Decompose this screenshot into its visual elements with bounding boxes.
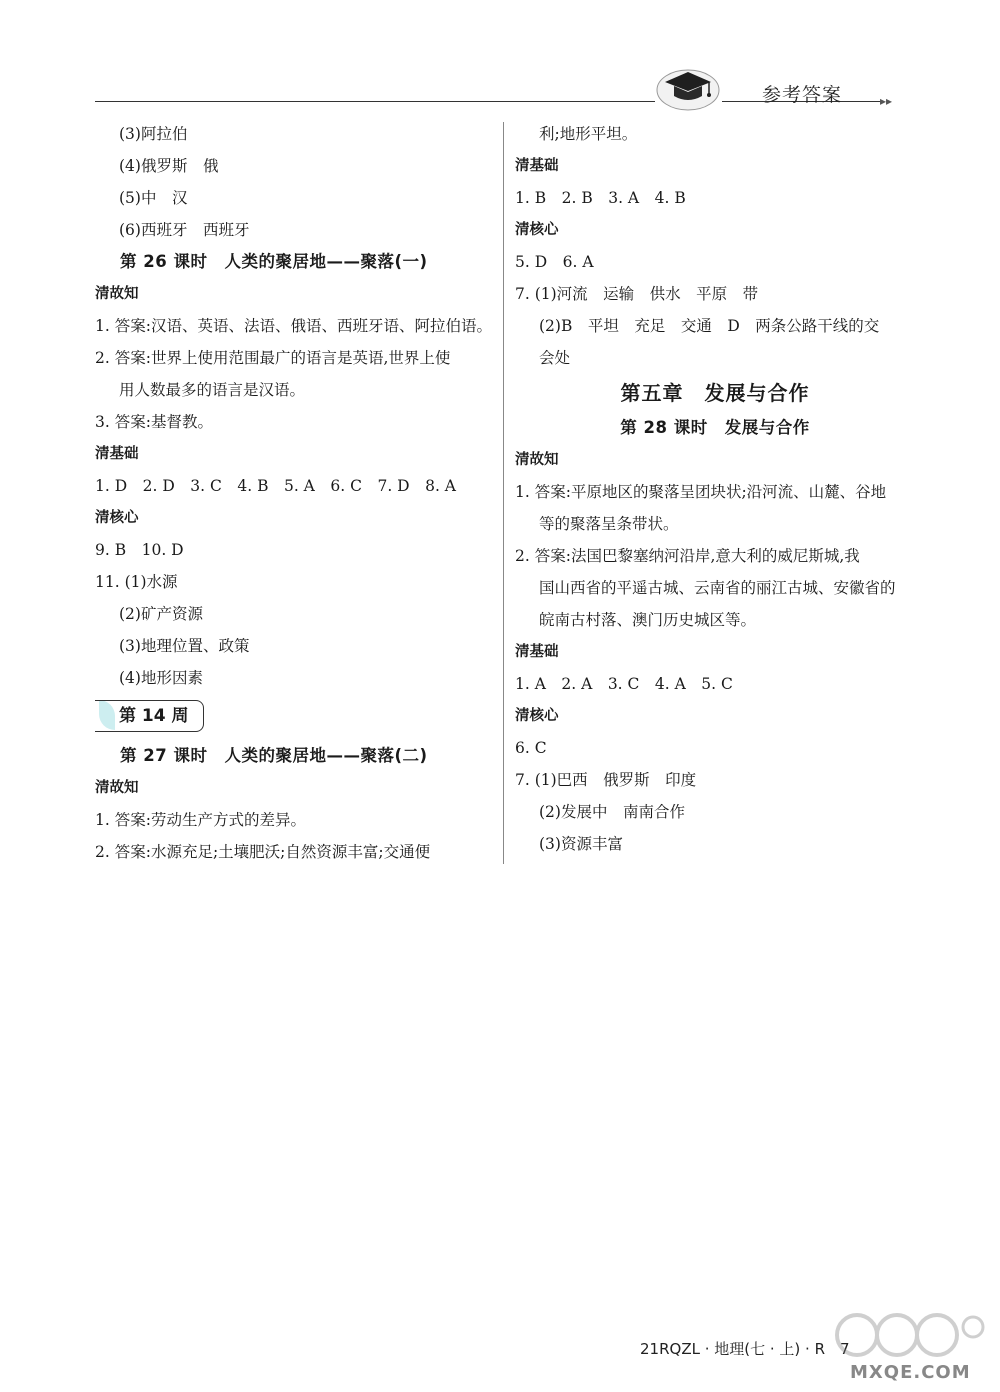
answer-line: 3. 答案:基督教。 [95, 413, 213, 431]
answer-line: (4)地形因素 [119, 669, 203, 687]
answer-line: 等的聚落呈条带状。 [539, 515, 679, 533]
answer-line: (2)矿产资源 [119, 605, 203, 623]
answer-line: 利;地形平坦。 [539, 125, 638, 143]
answer-line: 2. 答案:法国巴黎塞纳河沿岸,意大利的威尼斯城,我 [515, 547, 860, 565]
watermark-text: MXQE.COM [850, 1362, 971, 1383]
lesson-title: 第 28 课时 发展与合作 [620, 418, 810, 437]
answer-line: 2. 答案:世界上使用范围最广的语言是英语,世界上使 [95, 349, 451, 367]
answer-line: (3)地理位置、政策 [119, 637, 250, 655]
answer-line: (5)中 汉 [119, 189, 188, 207]
week-label: 第 14 周 [95, 700, 204, 732]
section-heading: 清故知 [515, 452, 559, 468]
answer-line: 用人数最多的语言是汉语。 [119, 381, 306, 399]
section-heading: 清基础 [515, 158, 559, 174]
chapter-title: 第五章 发展与合作 [620, 381, 810, 405]
answer-line: 皖南古村落、澳门历史城区等。 [539, 611, 757, 629]
answer-line: (4)俄罗斯 俄 [119, 157, 219, 175]
graduation-cap-icon [655, 60, 721, 112]
week-banner [95, 694, 490, 738]
answer-line: 1. D 2. D 3. C 4. B 5. A 6. C 7. D 8. A [95, 477, 457, 495]
answer-line: 会处 [539, 349, 571, 367]
answer-line: (3)资源丰富 [539, 835, 623, 853]
answer-line: 9. B 10. D [95, 541, 184, 559]
answer-line: 1. 答案:汉语、英语、法语、俄语、西班牙语、阿拉伯语。 [95, 317, 492, 335]
section-heading: 清核心 [515, 708, 559, 724]
answer-line: 7. (1)河流 运输 供水 平原 带 [515, 285, 759, 303]
answer-line: 5. D 6. A [515, 253, 594, 271]
answer-line: 1. 答案:平原地区的聚落呈团块状;沿河流、山麓、谷地 [515, 483, 887, 501]
answer-line: 国山西省的平遥古城、云南省的丽江古城、安徽省的 [539, 579, 896, 597]
answer-line: (3)阿拉伯 [119, 125, 188, 143]
answer-line: 2. 答案:水源充足;土壤肥沃;自然资源丰富;交通便 [95, 843, 431, 861]
right-column [515, 118, 915, 860]
header-rule-left [95, 101, 655, 102]
arrow-icon: ▸▸ [880, 94, 893, 108]
answer-line: 1. A 2. A 3. C 4. A 5. C [515, 675, 733, 693]
answer-line: (2)发展中 南南合作 [539, 803, 685, 821]
answer-line: 11. (1)水源 [95, 573, 178, 591]
lesson-title: 第 27 课时 人类的聚居地——聚落(二) [120, 746, 428, 765]
column-divider [503, 122, 504, 864]
answer-line: 7. (1)巴西 俄罗斯 印度 [515, 771, 697, 789]
lesson-title: 第 26 课时 人类的聚居地——聚落(一) [120, 252, 428, 271]
page-footer: 21RQZL · 地理(七 · 上) · R 7 [640, 1340, 850, 1358]
section-heading: 清基础 [515, 644, 559, 660]
answer-line: 1. B 2. B 3. A 4. B [515, 189, 686, 207]
answer-line: (6)西班牙 西班牙 [119, 221, 250, 239]
answer-line: (2)B 平坦 充足 交通 D 两条公路干线的交 [539, 317, 880, 335]
left-column [95, 118, 490, 868]
header-title: 参考答案 [762, 84, 843, 106]
section-heading: 清故知 [95, 286, 139, 302]
answer-line: 6. C [515, 739, 547, 757]
section-heading: 清基础 [95, 446, 139, 462]
section-heading: 清核心 [95, 510, 139, 526]
answer-line: 1. 答案:劳动生产方式的差异。 [95, 811, 306, 829]
section-heading: 清故知 [95, 780, 139, 796]
section-heading: 清核心 [515, 222, 559, 238]
